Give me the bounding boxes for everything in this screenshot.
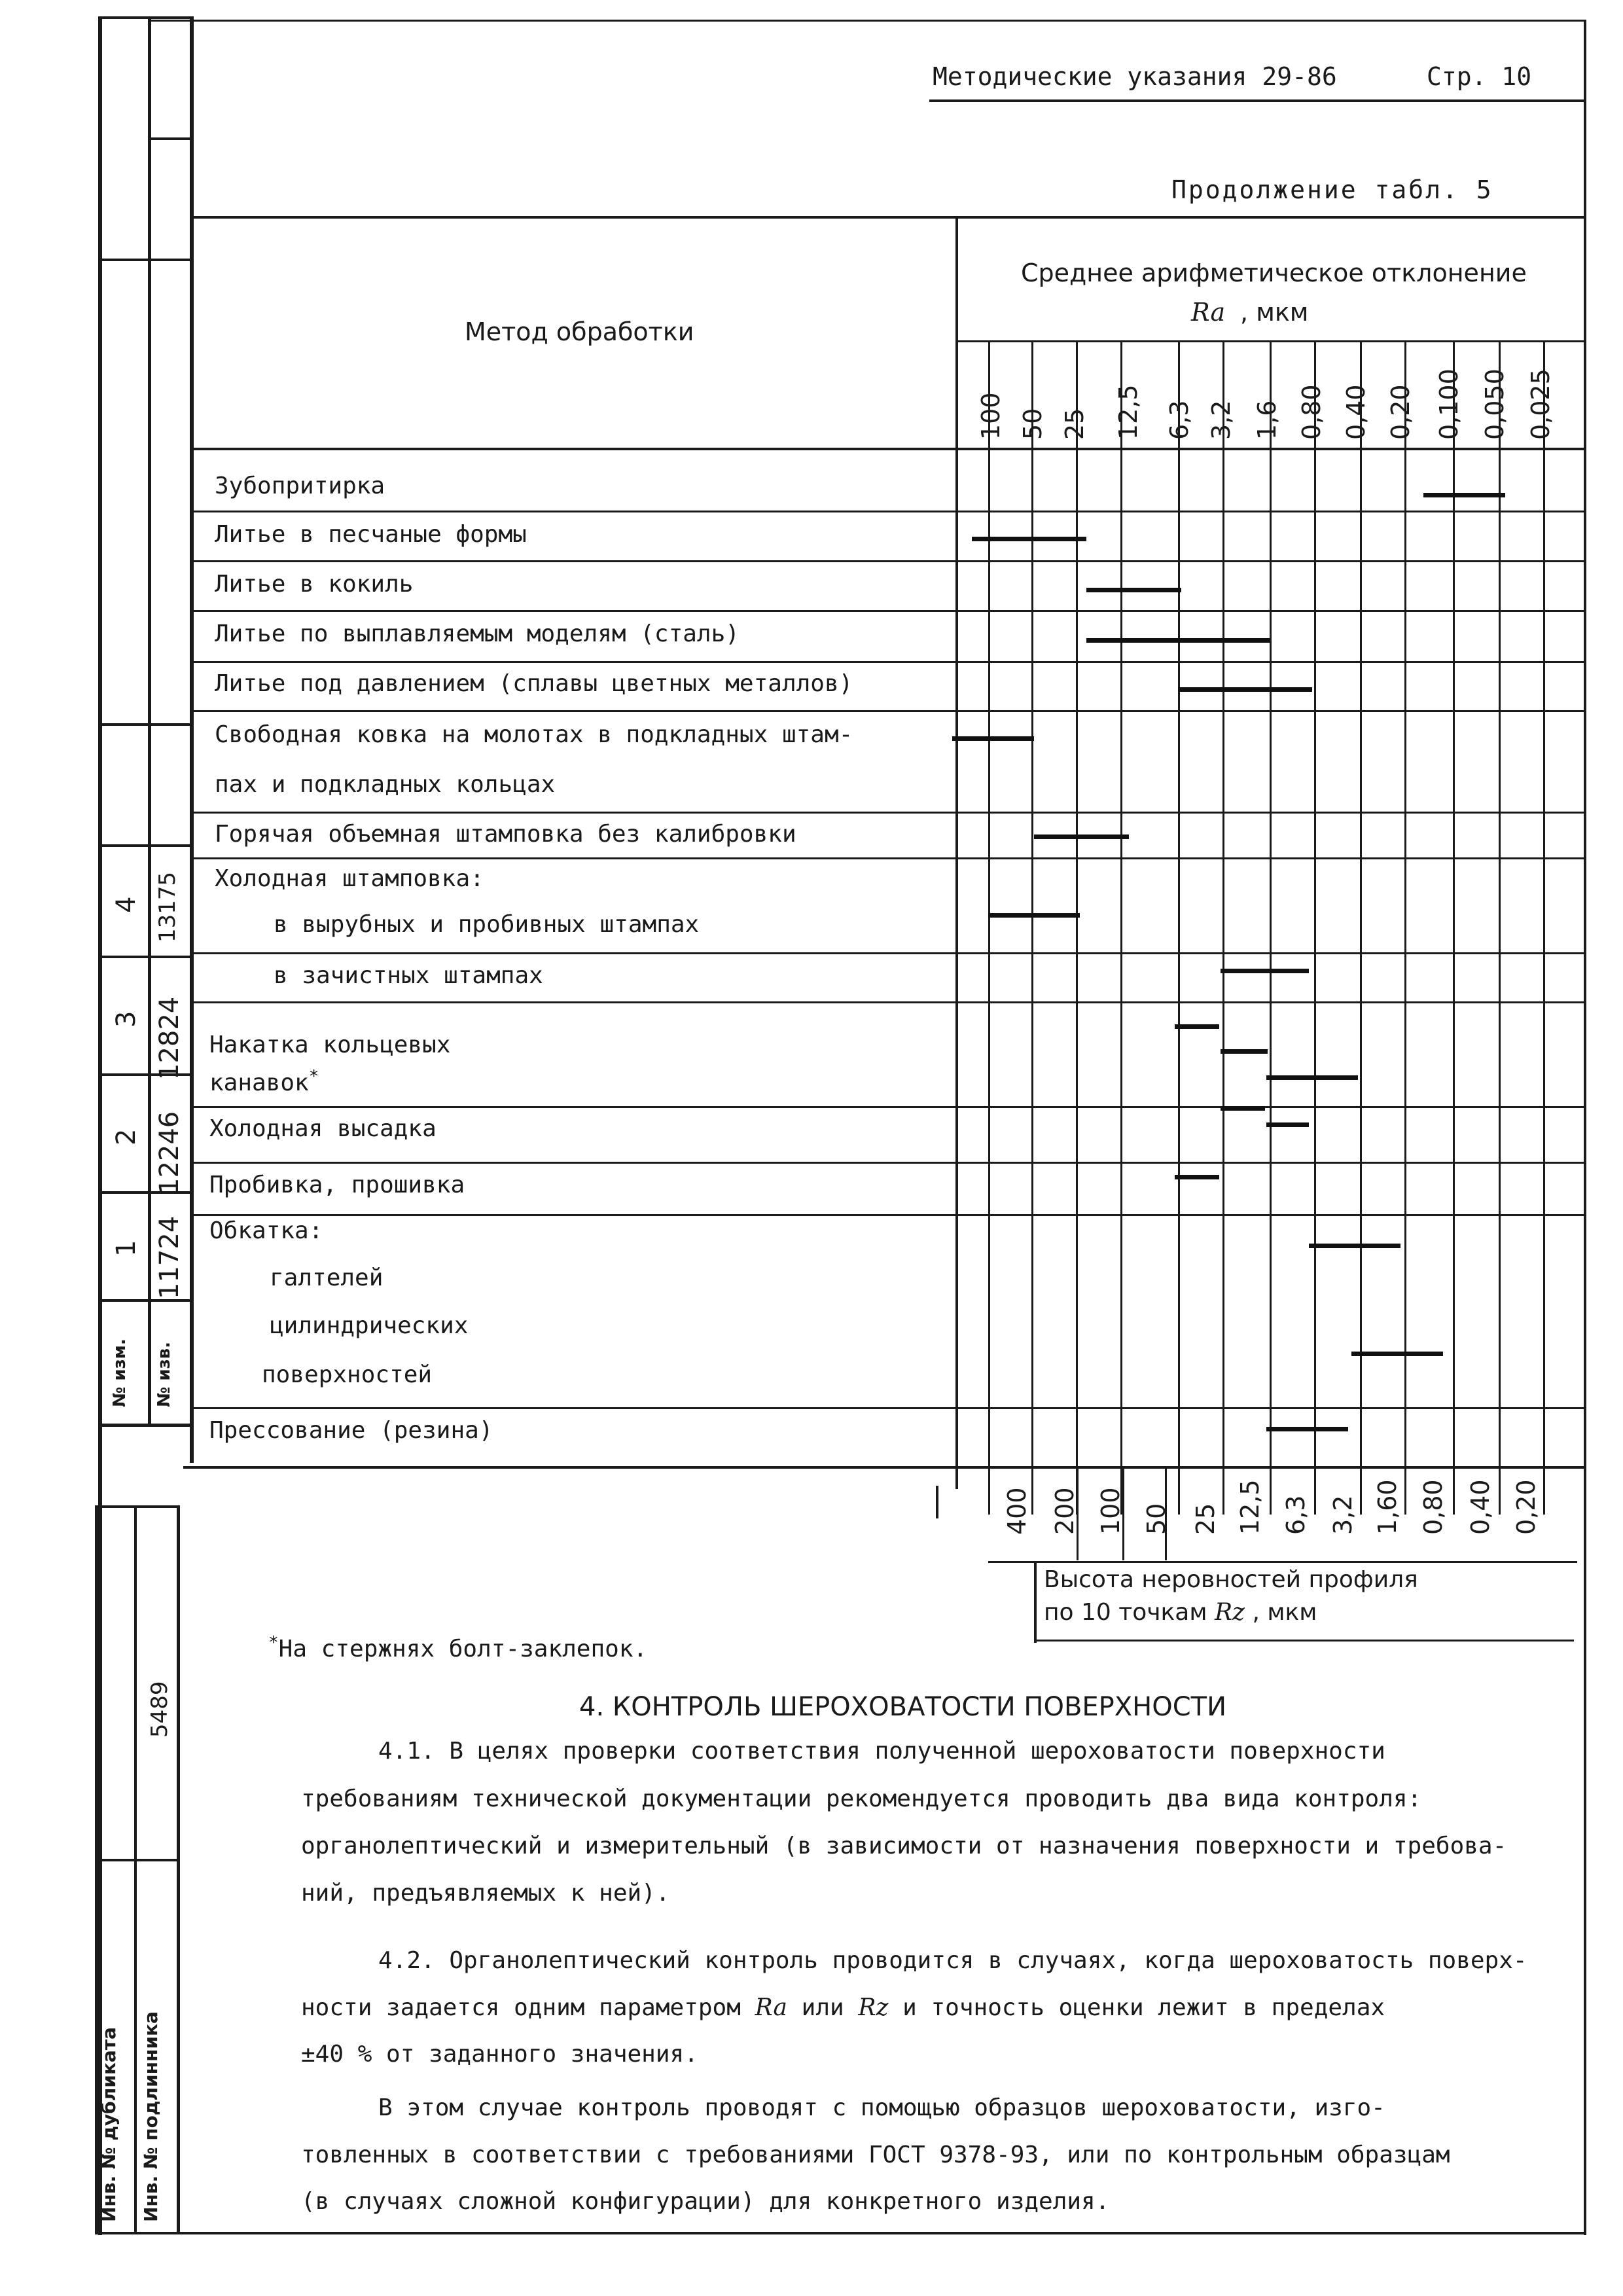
paragraph-line: органолептический и измерительный (в зависимости от назначения поверхности и требова-: [301, 1833, 1507, 1859]
ra-value: 12,5: [1114, 384, 1143, 440]
doc-reference: Методические указания 29-86: [933, 62, 1337, 91]
range-bar: [1178, 687, 1312, 692]
method-row-label: Литье по выплавляемым моделям (сталь): [215, 620, 740, 647]
rz-value: 1,60: [1373, 1479, 1402, 1535]
page-number: Стр. 10: [1427, 62, 1532, 91]
change-number: 3: [111, 1011, 141, 1028]
paragraph-line: 4.1. В целях проверки соответствия полученной шероховатости поверхности: [378, 1738, 1385, 1765]
ra-value: 0,80: [1297, 384, 1326, 440]
range-bar: [1423, 493, 1505, 497]
paragraph-line: ний, предъявляемых к ней).: [301, 1880, 670, 1907]
change-number: 1: [111, 1240, 141, 1257]
method-row-label: Холодная штамповка:: [215, 865, 484, 892]
method-row-label: в вырубных и пробивных штампах: [274, 911, 700, 938]
label-inv-dubl: Инв. № дубликата: [98, 2027, 120, 2222]
section-title: 4. КОНТРОЛЬ ШЕРОХОВАТОСТИ ПОВЕРХНОСТИ: [579, 1692, 1227, 1722]
footnote-marker: *: [268, 1633, 279, 1653]
ra-header: Среднее арифметическое отклонение: [1021, 259, 1527, 287]
range-bar: [1309, 1244, 1400, 1248]
range-bar: [1086, 638, 1270, 643]
method-row-label: Пробивка, прошивка: [209, 1172, 465, 1198]
rz-caption: Высота неровностей профиля: [1044, 1566, 1418, 1593]
change-number: 4: [111, 896, 141, 913]
change-number: 2: [111, 1128, 141, 1145]
paragraph-line: 4.2. Органолептический контроль проводится в случаях, когда шероховатость поверх-: [378, 1947, 1527, 1974]
ra-value: 25: [1060, 408, 1089, 440]
range-bar: [1266, 1427, 1348, 1431]
rz-value: 0,40: [1466, 1479, 1495, 1535]
paragraph-line: товленных в соответствии с требованиями ГОСТ 9378-93, или по контрольным образцам: [301, 2142, 1450, 2168]
doc-number: 13175: [154, 871, 181, 942]
ra-value: 1,6: [1253, 400, 1281, 440]
paragraph-line: ности задается одним параметром Ra или Rz и точность оценки лежит в пределах: [301, 1994, 1385, 2021]
range-bar: [1221, 969, 1309, 973]
doc-number: 12824: [154, 996, 185, 1080]
ra-symbol: Ra: [1191, 298, 1226, 327]
rz-symbol: Rz: [1214, 1599, 1245, 1626]
label-izv: № изв.: [154, 1342, 174, 1407]
label-inv-podl: Инв. № подлинника: [140, 2011, 162, 2222]
inv-podl-value: 5489: [147, 1681, 173, 1738]
doc-number: 12246: [154, 1111, 185, 1194]
ra-value: 0,40: [1342, 384, 1370, 440]
ra-value: 6,3: [1165, 400, 1194, 440]
method-row-label: канавок*: [209, 1067, 319, 1096]
paragraph-line: требованиям технической документации рекомендуется проводить два вида контроля:: [301, 1785, 1422, 1812]
paragraph-line: В этом случае контроль проводят с помощью образцов шероховатости, изго-: [378, 2094, 1385, 2121]
method-row-label: в зачистных штампах: [274, 962, 543, 989]
method-row-label: Накатка кольцевых: [209, 1031, 451, 1058]
method-row-label: Зубопритирка: [215, 473, 385, 499]
paragraph-line: ±40 % от заданного значения.: [301, 2041, 698, 2068]
ra-value: 0,050: [1480, 368, 1509, 440]
rz-value: 25: [1191, 1503, 1220, 1535]
method-row-label: Холодная высадка: [209, 1115, 437, 1142]
range-bar: [952, 736, 1034, 741]
method-row-label: галтелей: [270, 1265, 383, 1291]
range-bar: [1034, 834, 1129, 839]
rz-caption-unit: по 10 точкам Rz , мкм: [1044, 1599, 1317, 1626]
footnote-marker: *: [308, 1067, 319, 1086]
method-row-label: Литье в кокиль: [215, 571, 414, 598]
ra-value: 50: [1018, 408, 1047, 440]
ra-value: 3,2: [1207, 400, 1236, 440]
range-bar: [972, 537, 1086, 541]
method-row-label: Обкатка:: [209, 1217, 323, 1244]
rz-value: 0,80: [1419, 1479, 1448, 1535]
ra-header-unit: Ra , мкм: [1191, 298, 1309, 327]
range-bar: [1175, 1024, 1219, 1029]
range-bar: [1266, 1122, 1309, 1127]
ra-value: 0,025: [1526, 368, 1555, 440]
rz-value: 0,20: [1512, 1479, 1541, 1535]
label-izm: № изм.: [110, 1338, 130, 1407]
range-bar: [1221, 1049, 1268, 1054]
range-bar: [1266, 1075, 1358, 1080]
method-row-label: поверхностей: [262, 1361, 433, 1388]
rz-value: 3,2: [1329, 1495, 1357, 1535]
range-bar: [1175, 1175, 1219, 1179]
rz-value: 200: [1050, 1487, 1079, 1535]
ra-value: 0,20: [1386, 384, 1415, 440]
ra-value: 0,100: [1435, 368, 1463, 440]
doc-number: 11724: [154, 1215, 185, 1299]
rz-value: 400: [1003, 1487, 1031, 1535]
range-bar: [1351, 1352, 1443, 1356]
range-bar: [1086, 588, 1181, 592]
ra-value: 100: [976, 392, 1005, 440]
method-row-label: Литье под давлением (сплавы цветных металлов): [215, 670, 853, 697]
paragraph-line: (в случаях сложной конфигурации) для конкретного изделия.: [301, 2188, 1110, 2215]
rz-value: 6,3: [1281, 1495, 1310, 1535]
footnote: *На стержнях болт-заклепок.: [268, 1633, 648, 1662]
range-bar: [1221, 1106, 1265, 1111]
method-row-label: Горячая объемная штамповка без калибровки: [215, 821, 796, 848]
method-row-label: Литье в песчаные формы: [215, 521, 527, 548]
method-row-label: цилиндрических: [270, 1312, 469, 1339]
method-row-label: Свободная ковка на молотах в подкладных штам-: [215, 721, 853, 748]
table-continuation: Продолжение табл. 5: [1171, 175, 1493, 204]
range-bar: [988, 913, 1080, 918]
rz-value: 50: [1142, 1503, 1171, 1535]
rz-value: 100: [1096, 1487, 1125, 1535]
method-row-label: Прессование (резина): [209, 1417, 493, 1444]
method-row-label: пах и подкладных кольцах: [215, 771, 556, 798]
rz-value: 12,5: [1236, 1479, 1264, 1535]
method-column-header: Метод обработки: [465, 317, 694, 346]
